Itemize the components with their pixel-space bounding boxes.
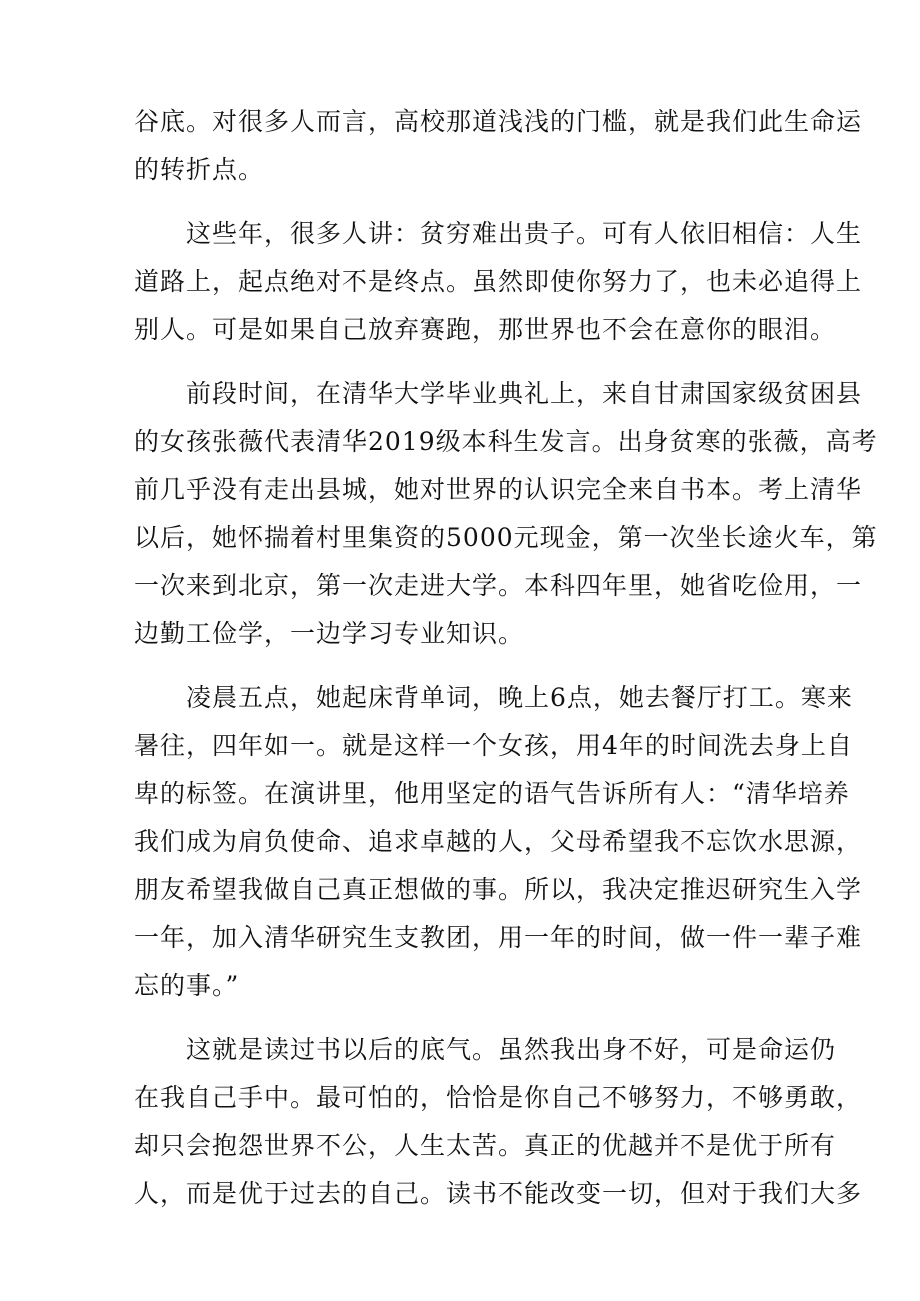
- paragraph-2: [134, 210, 863, 354]
- text-line: 前几乎没有走出县城，她对世界的认识完全来自书本。考上清华: [134, 475, 863, 504]
- text-line: 在我自己手中。最可怕的，恰恰是你自己不够努力，不够勇敢，: [134, 1083, 863, 1112]
- text-line: 别人。可是如果自己放弃赛跑，那世界也不会在意你的眼泪。: [134, 315, 837, 344]
- article-body: [134, 98, 878, 1234]
- text-line: 却只会抱怨世界不公，人生太苦。真正的优越并不是优于所有: [134, 1131, 837, 1160]
- text-line: 的女孩张薇代表清华2019级本科生发言。出身贫寒的张薇，高考: [134, 427, 878, 456]
- text-line: 我们成为肩负使命、追求卓越的人，父母希望我不忘饮水思源，: [134, 827, 863, 856]
- text-line: 暑往，四年如一。就是这样一个女孩，用4年的时间洗去身上自: [134, 731, 853, 760]
- text-line: 这就是读过书以后的底气。虽然我出身不好，可是命运仍: [186, 1035, 837, 1064]
- paragraph-3: [134, 370, 878, 658]
- text-line: 忘的事。”: [134, 971, 240, 1000]
- text-line: 道路上，起点绝对不是终点。虽然即使你努力了，也未必追得上: [134, 267, 863, 296]
- text-line: 谷底。对很多人而言，高校那道浅浅的门槛，就是我们此生命运: [134, 107, 863, 136]
- paragraph-4: [134, 674, 863, 1010]
- text-line: 一年，加入清华研究生支教团，用一年的时间，做一件一辈子难: [134, 923, 863, 952]
- text-line: 卑的标签。在演讲里，他用坚定的语气告诉所有人：“清华培养: [134, 779, 850, 808]
- paragraph-1: [134, 98, 863, 194]
- text-line: 以后，她怀揣着村里集资的5000元现金，第一次坐长途火车，第: [134, 523, 878, 552]
- text-line: 一次来到北京，第一次走进大学。本科四年里，她省吃俭用，一: [134, 571, 863, 600]
- text-line: 人，而是优于过去的自己。读书不能改变一切，但对于我们大多: [134, 1179, 863, 1208]
- text-line: 朋友希望我做自己真正想做的事。所以，我决定推迟研究生入学: [134, 875, 863, 904]
- text-line: 边勤工俭学，一边学习专业知识。: [134, 619, 525, 648]
- paragraph-5: [134, 1026, 863, 1218]
- text-line: 这些年，很多人讲：贫穷难出贵子。可有人依旧相信：人生: [186, 219, 863, 248]
- text-line: 凌晨五点，她起床背单词，晚上6点，她去餐厅打工。寒来: [186, 683, 853, 712]
- text-line: 前段时间，在清华大学毕业典礼上，来自甘肃国家级贫困县: [186, 379, 863, 408]
- text-line: 的转折点。: [134, 155, 265, 184]
